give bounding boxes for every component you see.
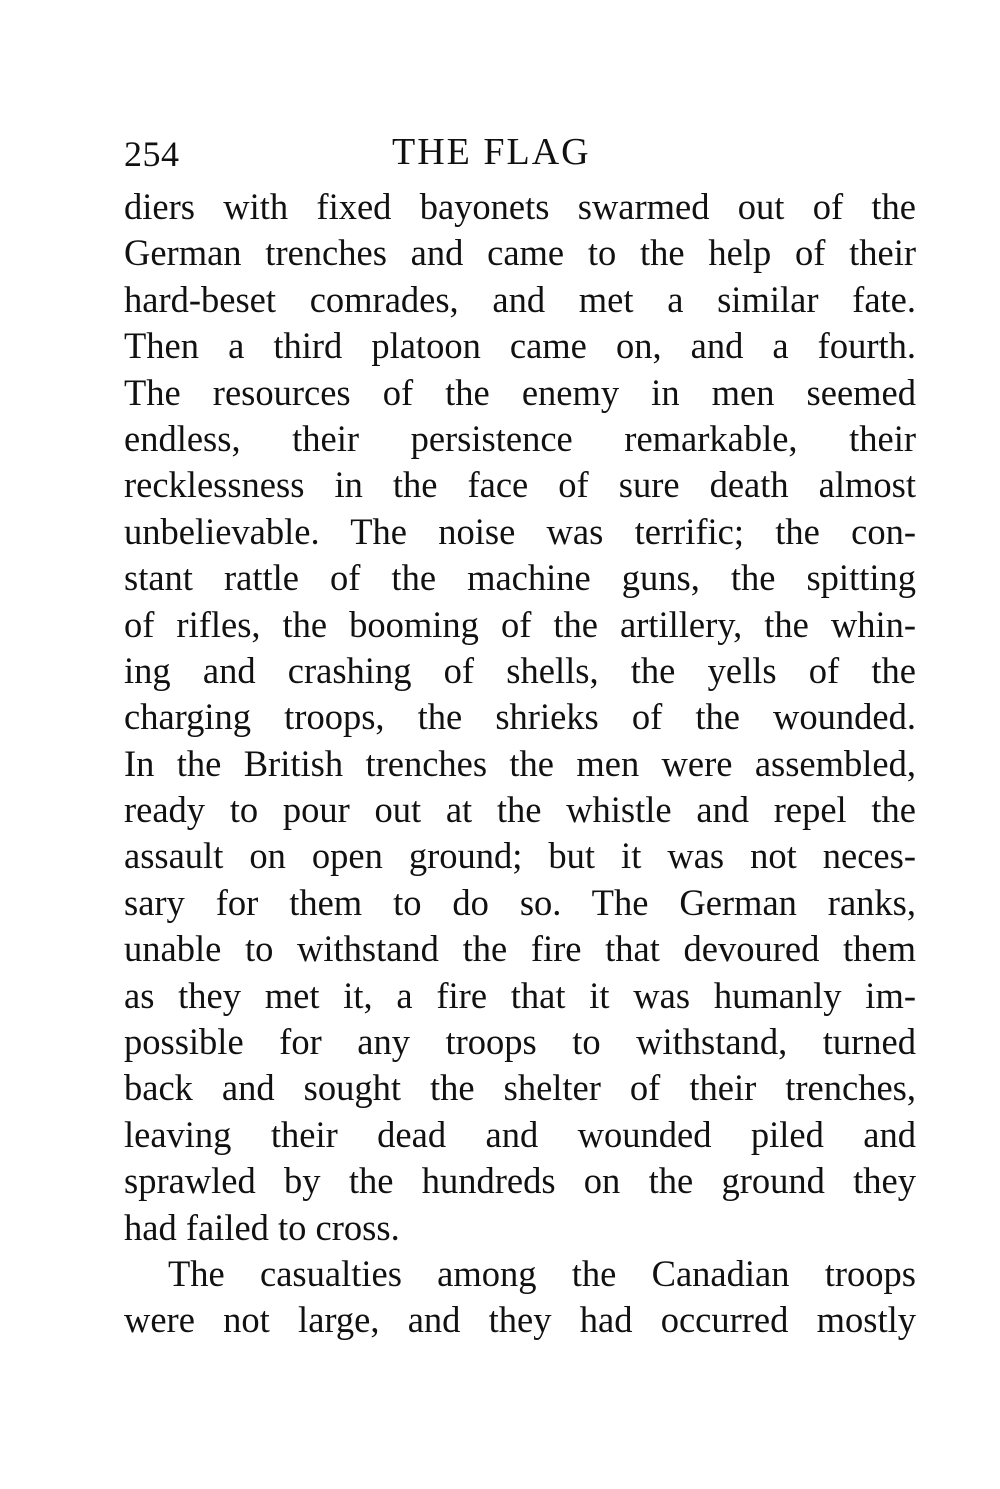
book-page — [124, 128, 916, 1344]
text-line: were not large, and they had occurred mostly — [124, 1299, 916, 1341]
text-line: ready to pour out at the whistle and repel the — [124, 789, 916, 831]
text-line: sprawled by the hundreds on the ground they — [124, 1160, 916, 1202]
paragraph-2 — [124, 1251, 916, 1344]
body-text — [124, 184, 916, 1344]
text-line: leaving their dead and wounded piled and — [124, 1113, 916, 1155]
text-line: assault on open ground; but it was not neces- — [124, 835, 916, 877]
text-line: The resources of the enemy in men seemed — [124, 371, 916, 413]
running-head — [124, 128, 916, 178]
text-line: unable to withstand the fire that devoured them — [124, 928, 916, 970]
text-line: recklessness in the face of sure death almost — [124, 464, 916, 506]
text-line: possible for any troops to withstand, turned — [124, 1021, 916, 1063]
running-title: THE FLAG — [392, 131, 591, 173]
text-line: had failed to cross. — [124, 1206, 400, 1248]
text-line: German trenches and came to the help of their — [124, 232, 916, 274]
text-line: endless, their persistence remarkable, their — [124, 417, 916, 459]
text-line: charging troops, the shrieks of the wounded. — [124, 696, 916, 738]
text-line: stant rattle of the machine guns, the spitting — [124, 557, 916, 599]
text-line: of rifles, the booming of the artillery, the whin- — [124, 603, 916, 645]
text-line: back and sought the shelter of their trenches, — [124, 1067, 916, 1109]
page-number: 254 — [124, 134, 180, 174]
text-line: hard-beset comrades, and met a similar fate. — [124, 278, 916, 320]
text-line: as they met it, a fire that it was humanly im- — [124, 974, 916, 1016]
text-line: ing and crashing of shells, the yells of the — [124, 649, 916, 691]
text-line: Then a third platoon came on, and a fourth. — [124, 325, 916, 367]
text-line: unbelievable. The noise was terrific; the con- — [124, 510, 916, 552]
text-line: The casualties among the Canadian troops — [168, 1252, 916, 1294]
text-line: In the British trenches the men were assembled, — [124, 742, 916, 784]
text-line: sary for them to do so. The German ranks, — [124, 881, 916, 923]
text-line: diers with fixed bayonets swarmed out of the — [124, 186, 916, 227]
paragraph-1 — [124, 184, 916, 1251]
